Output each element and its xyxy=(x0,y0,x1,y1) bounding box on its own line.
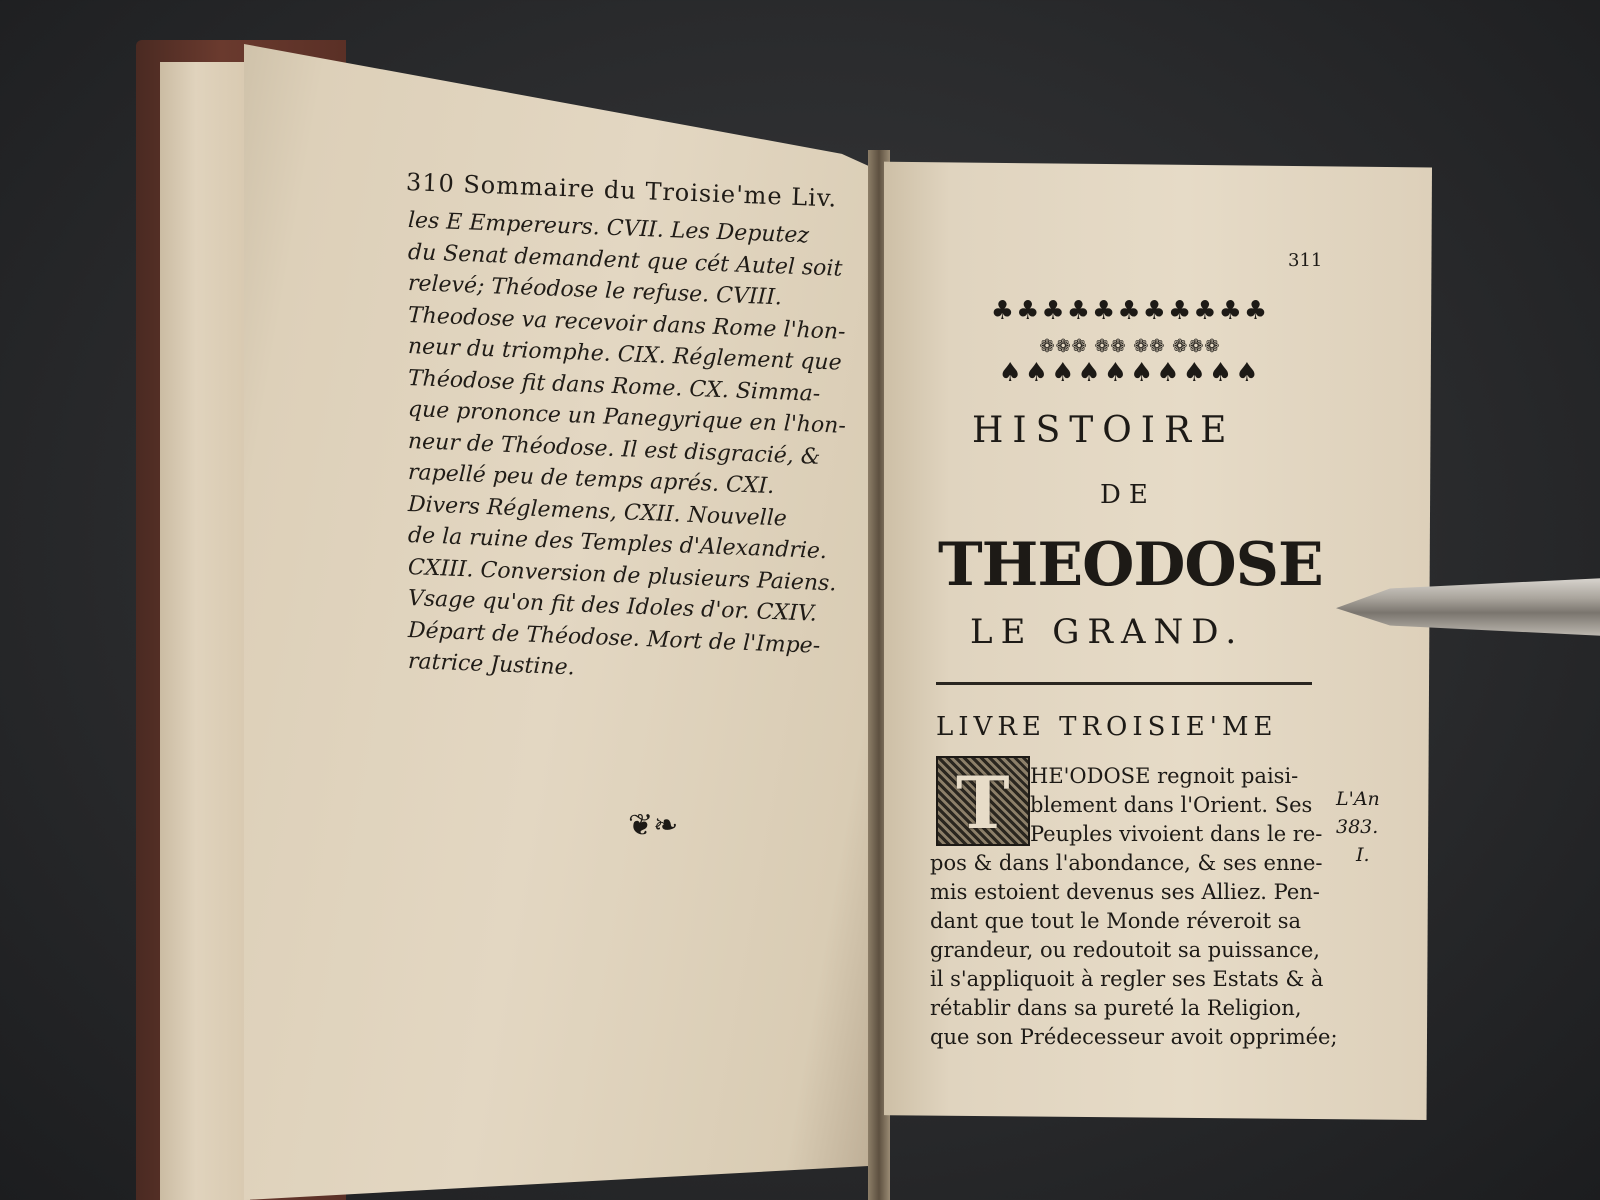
margin-note: I. xyxy=(1356,844,1370,866)
margin-note: L'An xyxy=(1336,788,1380,810)
ornament-row-1: ♣♣♣♣♣♣♣♣♣♣♣ xyxy=(990,296,1270,326)
title-line-histoire: HISTOIRE xyxy=(972,410,1236,451)
body-text-line: dant que tout le Monde réveroit sa xyxy=(930,909,1301,933)
title-rule xyxy=(936,682,1312,685)
left-text-line: ratrice Justine. xyxy=(407,649,576,681)
left-text-line: relevé; Théodose le refuse. CVIII. xyxy=(407,271,783,311)
page-number: 311 xyxy=(1288,250,1323,271)
body-text-line: mis estoient devenus ses Alliez. Pen- xyxy=(930,880,1320,904)
body-text-line: Peuples vivoient dans le re- xyxy=(1030,822,1323,846)
title-line-de: DE xyxy=(1100,480,1156,510)
drop-cap xyxy=(936,756,1030,846)
body-text-line: pos & dans l'abondance, & ses enne- xyxy=(930,851,1323,875)
margin-note: 383. xyxy=(1336,816,1379,838)
body-text-line: que son Prédecesseur avoit opprimée; xyxy=(930,1025,1338,1049)
left-text-line: rapellé peu de temps aprés. CXI. xyxy=(407,460,775,500)
title-line-theodose: THEODOSE xyxy=(938,530,1323,600)
left-text-line: du Senat demandent que cét Autel soit xyxy=(407,239,843,282)
drop-cap-letter: T xyxy=(956,760,1010,845)
left-text-line: que prononce un Panegyrique en l'hon- xyxy=(407,397,847,439)
left-page-header: 310 Sommaire du Troisie'me Liv. xyxy=(405,168,838,213)
ornament-row-3: ♠♠♠♠♠♠♠♠♠♠ xyxy=(998,358,1262,388)
left-text-line: les E Empereurs. CVII. Les Deputez xyxy=(407,208,810,249)
left-text-line: CXIII. Conversion de plusieurs Paiens. xyxy=(407,554,837,596)
left-text-line: Theodose va recevoir dans Rome l'hon- xyxy=(407,302,846,345)
body-text-line: rétablir dans sa pureté la Religion, xyxy=(930,996,1302,1020)
body-text-line: blement dans l'Orient. Ses xyxy=(1030,793,1313,817)
title-line-le-grand: LE GRAND. xyxy=(970,612,1245,652)
body-text-line: il s'appliquoit à regler ses Estats & à xyxy=(930,967,1324,991)
body-text-line: grandeur, ou redoutoit sa puissance, xyxy=(930,938,1320,962)
left-text-line: neur de Théodose. Il est disgracié, & xyxy=(407,428,821,470)
page-stack xyxy=(160,62,250,1200)
left-text-line: de la ruine des Temples d'Alexandrie. xyxy=(407,523,828,565)
left-text-line: Vsage qu'on fit des Idoles d'or. CXIV. xyxy=(407,586,818,627)
fleuron-ornament: ❦❧ xyxy=(628,808,679,843)
left-text-line: neur du triomphe. CIX. Réglement que xyxy=(407,334,843,376)
left-text-line: Divers Réglemens, CXII. Nouvelle xyxy=(407,491,788,532)
left-text-line: Théodose fit dans Rome. CX. Simma- xyxy=(407,365,821,407)
left-text-line: Départ de Théodose. Mort de l'Impe- xyxy=(407,617,821,659)
ornament-row-2: ❁❁❁ ❁❁ ❁❁ ❁❁❁ xyxy=(1039,336,1221,357)
body-text-line: HE'ODOSE regnoit paisi- xyxy=(1030,764,1299,788)
book-heading: LIVRE TROISIE'ME xyxy=(936,712,1278,742)
